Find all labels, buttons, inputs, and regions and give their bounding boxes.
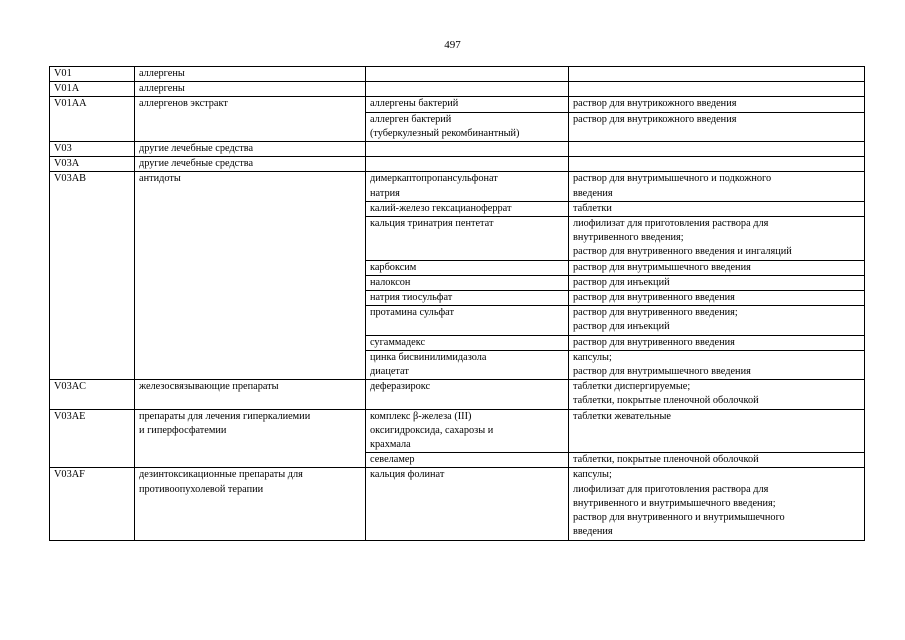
drug-name-cell (366, 306, 569, 335)
atc-code: V01A (54, 83, 80, 95)
form-text-line: таблетки, покрытые пленочной оболочкой (573, 395, 759, 407)
drug-name-cell (366, 335, 569, 350)
form-text-line: раствор для внутримышечного введения (573, 261, 751, 273)
drug-text-line: карбоксим (370, 261, 417, 273)
form-text-line: внутривенного и внутримышечного введения; (573, 497, 776, 509)
drug-text-line: севеламер (370, 454, 415, 466)
drug-text-line: оксигидроксида, сахарозы и (370, 424, 494, 436)
group-text-line: антидоты (139, 173, 181, 185)
group-name-cell (135, 67, 366, 82)
page-number: 497 (444, 39, 461, 51)
atc-code: V03AC (54, 381, 87, 393)
form-text-line: раствор для внутривенного введения (573, 292, 735, 304)
form-text-line: таблетки (573, 202, 612, 214)
drug-text-line: кальция фолинат (370, 469, 445, 481)
atc-code-cell (50, 468, 135, 540)
group-text-line: аллергенов экстракт (139, 98, 228, 110)
drug-text-line: аллерген бактерий (370, 113, 452, 125)
dosage-form-cell (569, 291, 865, 306)
table-row (50, 380, 865, 409)
drug-text-line: натрия тиосульфат (370, 292, 453, 304)
table-row (50, 82, 865, 97)
form-text-line: лиофилизат для приготовления раствора для (573, 483, 769, 495)
group-name-cell (135, 468, 366, 540)
group-name-cell (135, 157, 366, 172)
form-text-line: раствор для инъекций (573, 321, 670, 333)
dosage-form-cell (569, 82, 865, 97)
table-row (50, 468, 865, 540)
atc-code-cell (50, 82, 135, 97)
dosage-form-cell (569, 306, 865, 335)
dosage-form-cell (569, 468, 865, 540)
form-text-line: раствор для внутримышечного и подкожного (573, 173, 772, 185)
form-text-line: введения (573, 187, 613, 199)
dosage-form-cell (569, 217, 865, 261)
atc-code-cell (50, 157, 135, 172)
drug-name-cell (366, 350, 569, 379)
drug-text-line: диацетат (370, 366, 409, 378)
drug-text-line: кальция тринатрия пентетат (370, 218, 494, 230)
drug-name-cell (366, 157, 569, 172)
form-text-line: капсулы; (573, 469, 612, 481)
dosage-form-cell (569, 409, 865, 453)
dosage-form-cell (569, 453, 865, 468)
form-text-line: раствор для внутрикожного введения (573, 98, 737, 110)
drug-text-line: натрия (370, 187, 400, 199)
dosage-form-cell (569, 201, 865, 216)
atc-code: V03AF (54, 469, 85, 481)
drug-name-cell (366, 201, 569, 216)
group-text-line: и гиперфосфатемии (139, 424, 227, 436)
form-text-line: раствор для внутривенного введения и ингаляций (573, 246, 792, 258)
table-row (50, 67, 865, 82)
form-text-line: раствор для внутривенного и внутримышечного (573, 512, 785, 524)
drug-name-cell (366, 112, 569, 141)
group-text-line: другие лечебные средства (139, 158, 254, 170)
drug-text-line: сугаммадекс (370, 336, 426, 348)
form-text-line: введения (573, 526, 613, 538)
group-text-line: дезинтоксикационные препараты для (139, 469, 303, 481)
drug-name-cell (366, 217, 569, 261)
atc-code: V03 (54, 143, 72, 155)
dosage-form-cell (569, 142, 865, 157)
group-name-cell (135, 409, 366, 468)
group-text-line: препараты для лечения гиперкалиемии (139, 410, 311, 422)
atc-code-cell (50, 142, 135, 157)
drug-text-line: налоксон (370, 276, 411, 288)
form-text-line: раствор для внутривенного введения; (573, 307, 738, 319)
drug-name-cell (366, 172, 569, 201)
table-row (50, 172, 865, 201)
dosage-form-cell (569, 97, 865, 112)
atc-code: V03A (54, 158, 80, 170)
form-text-line: раствор для внутримышечного введения (573, 366, 751, 378)
drug-text-line: димеркаптопропансульфонат (370, 173, 498, 185)
form-text-line: таблетки, покрытые пленочной оболочкой (573, 454, 759, 466)
drug-text-line: аллергены бактерий (370, 98, 459, 110)
drug-text-line: крахмала (370, 439, 411, 451)
dosage-form-cell (569, 172, 865, 201)
form-text-line: внутривенного введения; (573, 232, 684, 244)
atc-code: V01AA (54, 98, 87, 110)
dosage-form-cell (569, 260, 865, 275)
drug-name-cell (366, 291, 569, 306)
form-text-line: таблетки жевательные (573, 410, 671, 422)
drug-text-line: протамина сульфат (370, 307, 454, 319)
form-text-line: таблетки диспергируемые; (573, 381, 691, 393)
table-row (50, 409, 865, 453)
atc-code-cell (50, 409, 135, 468)
atc-code: V03AB (54, 173, 87, 185)
group-name-cell (135, 380, 366, 409)
form-text-line: капсулы; (573, 351, 612, 363)
group-name-cell (135, 82, 366, 97)
drug-name-cell (366, 380, 569, 409)
atc-code-cell (50, 67, 135, 82)
atc-code-cell (50, 97, 135, 142)
group-text-line: железосвязывающие препараты (139, 381, 279, 393)
dosage-form-cell (569, 275, 865, 290)
drug-name-cell (366, 97, 569, 112)
drug-name-cell (366, 260, 569, 275)
group-text-line: аллергены (139, 83, 185, 95)
atc-code: V01 (54, 68, 72, 79)
table-row (50, 97, 865, 112)
group-name-cell (135, 172, 366, 380)
dosage-form-cell (569, 350, 865, 379)
drug-name-cell (366, 67, 569, 82)
drug-text-line: (туберкулезный рекомбинантный) (370, 127, 520, 139)
drug-name-cell (366, 82, 569, 97)
form-text-line: лиофилизат для приготовления раствора для (573, 218, 769, 230)
drug-text-line: цинка бисвинилимидазола (370, 351, 487, 363)
table-row (50, 142, 865, 157)
dosage-form-cell (569, 67, 865, 82)
dosage-form-cell (569, 380, 865, 409)
drug-name-cell (366, 409, 569, 453)
drug-name-cell (366, 453, 569, 468)
drug-classification-table (49, 66, 865, 541)
dosage-form-cell (569, 335, 865, 350)
group-text-line: аллергены (139, 68, 185, 79)
form-text-line: раствор для внутрикожного введения (573, 113, 737, 125)
drug-text-line: комплекс β-железа (III) (370, 410, 472, 422)
dosage-form-cell (569, 157, 865, 172)
drug-name-cell (366, 142, 569, 157)
group-name-cell (135, 97, 366, 142)
atc-code-cell (50, 172, 135, 380)
form-text-line: раствор для внутривенного введения (573, 336, 735, 348)
form-text-line: раствор для инъекций (573, 276, 670, 288)
drug-name-cell (366, 275, 569, 290)
group-name-cell (135, 142, 366, 157)
dosage-form-cell (569, 112, 865, 141)
atc-code: V03AE (54, 410, 86, 422)
atc-code-cell (50, 380, 135, 409)
drug-text-line: деферазирокс (370, 381, 431, 393)
group-text-line: другие лечебные средства (139, 143, 254, 155)
table-row (50, 157, 865, 172)
group-text-line: противоопухолевой терапии (139, 483, 264, 495)
table-body (50, 67, 865, 541)
drug-name-cell (366, 468, 569, 540)
drug-text-line: калий-железо гексацианоферрат (370, 202, 512, 214)
